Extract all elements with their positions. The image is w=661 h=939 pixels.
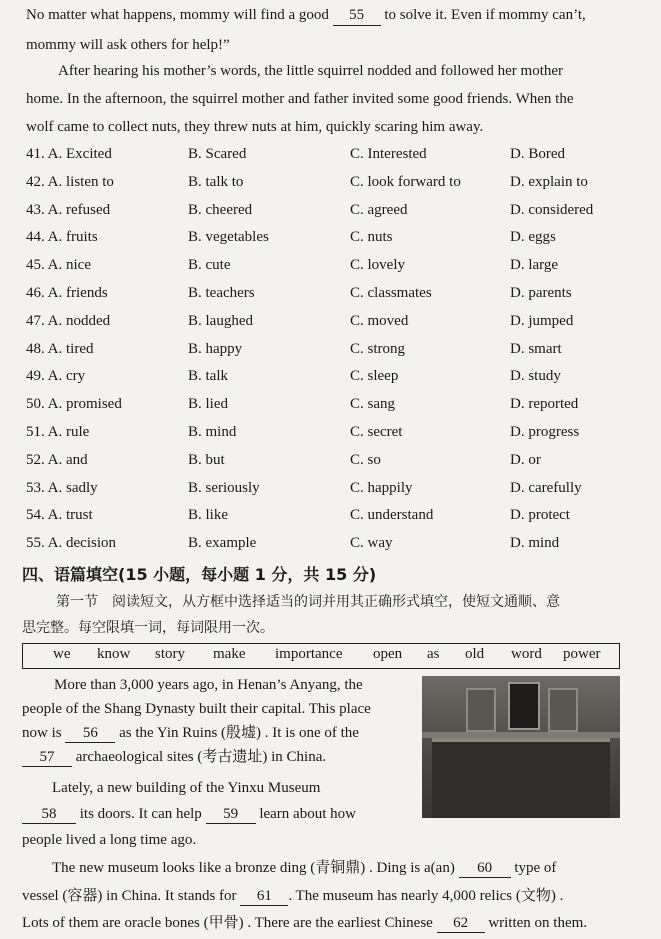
option-choice: B. Scared: [188, 146, 247, 162]
passage-line: [22, 801, 356, 828]
word-item: know: [97, 646, 131, 662]
option-row: [26, 535, 646, 559]
option-choice: C. understand: [350, 507, 434, 524]
blank-61: 61: [240, 887, 288, 906]
passage-line: Lately, a new building of the Yinxu Museum: [52, 780, 321, 796]
blank-56: 56: [65, 724, 115, 743]
option-choice: D. carefully: [510, 479, 582, 496]
passage-text: type of: [510, 860, 557, 876]
option-row: [26, 202, 646, 226]
option-choice: B. like: [188, 507, 228, 524]
option-choice: D. progress: [510, 424, 580, 440]
passage-line: [22, 910, 587, 937]
passage-text: Lots of them are oracle bones (甲骨) . There are the earliest Chinese: [22, 915, 437, 931]
passage-line: people lived a long time ago.: [22, 832, 197, 848]
option-choice: B. example: [188, 535, 257, 552]
option-row: [26, 452, 646, 476]
passage-line: [22, 883, 563, 910]
option-choice: B. cheered: [188, 201, 253, 218]
blank-60: 60: [459, 859, 511, 878]
option-choice: D. explain to: [510, 173, 588, 190]
passage-text: learn about how: [255, 806, 356, 822]
option-choice: D. jumped: [510, 312, 574, 329]
story-line-4: home. In the afternoon, the squirrel mother and father invited some good friends. When the: [26, 91, 574, 107]
option-row: [26, 229, 646, 253]
word-item: power: [563, 646, 601, 662]
word-item: we: [53, 646, 71, 662]
option-row: [26, 174, 646, 198]
option-choice: C. moved: [350, 312, 409, 329]
option-choice: 53. A. sadly: [26, 479, 98, 496]
photo-gate: [432, 738, 610, 818]
option-choice: 43. A. refused: [26, 201, 111, 218]
option-choice: D. mind: [510, 535, 560, 552]
option-choice: B. laughed: [188, 312, 253, 329]
passage-text: The new museum looks like a bronze ding (青铜鼎) . Ding is a(an): [52, 860, 459, 876]
option-choice: C. secret: [350, 424, 403, 440]
passage-text: written on them.: [484, 915, 588, 931]
word-item: open: [373, 646, 403, 662]
word-item: old: [465, 646, 485, 662]
story-line-1: [26, 5, 586, 26]
option-choice: C. agreed: [350, 201, 408, 218]
option-row: [26, 480, 646, 504]
option-choice: D. eggs: [510, 229, 556, 246]
option-choice: C. sleep: [350, 368, 399, 385]
option-choice: C. so: [350, 451, 381, 468]
option-choice: C. sang: [350, 396, 395, 413]
blank-59: 59: [206, 805, 256, 824]
word-item: make: [213, 646, 246, 662]
option-choice: 51. A. rule: [26, 424, 90, 440]
option-choice: C. classmates: [350, 285, 432, 301]
passage-text: . The museum has nearly 4,000 relics (文物) .: [288, 888, 564, 904]
option-choice: D. study: [510, 368, 561, 385]
passage-line: More than 3,000 years ago, in Henan’s Anyang, the: [54, 677, 363, 693]
option-choice: D. parents: [510, 285, 572, 301]
story-line-2: mommy will ask others for help!”: [26, 37, 230, 53]
option-choice: B. talk to: [188, 173, 244, 190]
option-row: [26, 341, 646, 365]
option-row: [26, 313, 646, 337]
option-choice: C. Interested: [350, 146, 427, 162]
photo-panel: [466, 688, 496, 732]
passage-text: its doors. It can help: [76, 806, 206, 822]
option-choice: B. happy: [188, 340, 243, 357]
story-text: No matter what happens, mommy will find a good: [26, 7, 333, 23]
story-line-3: After hearing his mother’s words, the little squirrel nodded and followed her mother: [58, 63, 564, 79]
option-choice: B. vegetables: [188, 229, 269, 246]
option-row: [26, 424, 646, 448]
option-choice: 55. A. decision: [26, 535, 116, 552]
option-row: [26, 146, 646, 170]
passage-text: now is: [22, 725, 66, 741]
photo-panel: [548, 688, 578, 732]
option-choice: D. considered: [510, 201, 594, 218]
option-choice: C. lovely: [350, 257, 405, 274]
word-item: story: [155, 646, 185, 662]
story-text: to solve it. Even if mommy can’t,: [384, 7, 586, 23]
option-choice: D. smart: [510, 340, 562, 357]
option-choice: 44. A. fruits: [26, 229, 98, 246]
blank-62: 62: [437, 914, 485, 933]
option-choice: B. lied: [188, 396, 228, 413]
blank-55: 55: [333, 5, 381, 26]
word-item: importance: [275, 646, 343, 662]
option-choice: D. or: [510, 451, 541, 468]
passage-line: [52, 855, 556, 882]
passage-text: archaeological sites (考古遗址) in China.: [72, 749, 327, 765]
option-choice: 49. A. cry: [26, 368, 86, 385]
story-line-5: wolf came to collect nuts, they threw nuts at him, quickly scaring him away.: [26, 119, 484, 135]
option-choice: D. reported: [510, 396, 579, 413]
option-choice: C. nuts: [350, 229, 393, 246]
option-choice: B. seriously: [188, 479, 260, 496]
word-box: [22, 643, 620, 669]
option-choice: 52. A. and: [26, 451, 88, 468]
option-choice: B. but: [188, 451, 225, 468]
option-choice: D. protect: [510, 507, 570, 524]
option-row: [26, 396, 646, 420]
passage-text: as the Yin Ruins (殷墟) . It is one of the: [115, 725, 359, 741]
option-row: [26, 507, 646, 531]
word-item: word: [511, 646, 542, 662]
option-choice: 46. A. friends: [26, 285, 108, 301]
option-choice: 48. A. tired: [26, 340, 94, 357]
blank-57: 57: [22, 748, 72, 767]
option-choice: C. look forward to: [350, 173, 461, 190]
option-row: [26, 285, 646, 309]
word-item: as: [427, 646, 440, 662]
passage-line: [22, 744, 326, 771]
option-choice: B. mind: [188, 424, 237, 440]
section-instruction-2: 思完整。每空限填一词，每词限用一次。: [22, 620, 274, 636]
section-heading: 四、语篇填空(15 小题，每小题 1 分，共 15 分): [22, 565, 377, 584]
option-row: [26, 257, 646, 281]
option-row: [26, 368, 646, 392]
passage-text: vessel (容器) in China. It stands for: [22, 888, 241, 904]
option-choice: C. way: [350, 535, 393, 552]
museum-photo: [422, 676, 620, 818]
photo-plaque: [508, 682, 540, 730]
option-choice: 41. A. Excited: [26, 146, 112, 162]
passage-line: [22, 720, 359, 747]
option-choice: 45. A. nice: [26, 257, 91, 274]
option-choice: B. cute: [188, 257, 231, 274]
option-choice: 50. A. promised: [26, 396, 122, 413]
section-instruction-1: 第一节 阅读短文，从方框中选择适当的词并用其正确形式填空，使短文通顺、意: [56, 594, 560, 610]
blank-58: 58: [22, 805, 76, 824]
passage-line: people of the Shang Dynasty built their capital. This place: [22, 701, 371, 717]
option-choice: B. talk: [188, 368, 228, 385]
option-choice: 47. A. nodded: [26, 312, 111, 329]
option-choice: C. strong: [350, 340, 406, 357]
option-choice: B. teachers: [188, 285, 255, 301]
option-choice: D. Bored: [510, 146, 565, 162]
option-choice: 42. A. listen to: [26, 173, 114, 190]
option-choice: 54. A. trust: [26, 507, 93, 524]
option-choice: D. large: [510, 257, 559, 274]
option-choice: C. happily: [350, 479, 413, 496]
